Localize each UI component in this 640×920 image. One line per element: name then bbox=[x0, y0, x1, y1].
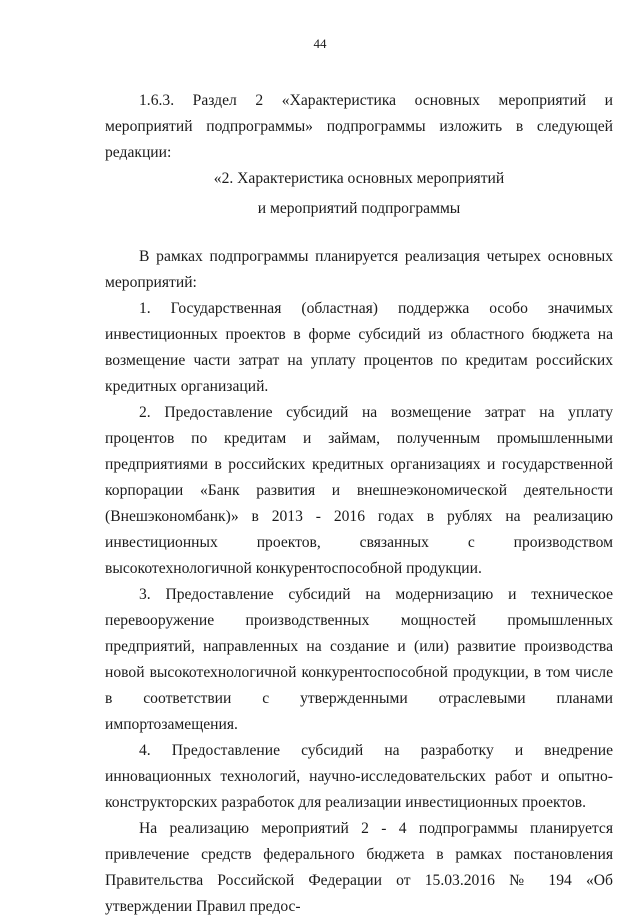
paragraph-item-4: 4. Предоставление субсидий на разработку и внедрение инновационных технологий, научно-исследовательских работ и опытно-конструкторских разработок для реализации инвестиционных проектов. bbox=[105, 742, 613, 811]
intro-block bbox=[105, 88, 613, 166]
page-number: 44 bbox=[313, 36, 327, 51]
section-heading-line-2: и мероприятий подпрограммы bbox=[257, 200, 461, 217]
section-heading bbox=[105, 164, 613, 224]
paragraph-item-1: 1. Государственная (областная) поддержка особо значимых инвестиционных проектов в форме субсидий из областного бюджета на возмещение части затрат на уплату процентов по кредитам российских кредитных организаций. bbox=[105, 300, 613, 395]
paragraph-intro: В рамках подпрограммы планируется реализация четырех основных мероприятий: bbox=[105, 248, 613, 291]
paragraph-item-3: 3. Предоставление субсидий на модернизацию и техническое перевооружение производственных мощностей промышленных предприятий, направленных на создание и (или) развитие производства новой высокотехнологичной конкурентоспособной продукции, в том числе в соответствии с утвержденными отраслевыми планами импортозамещения. bbox=[105, 586, 613, 733]
intro-paragraph: 1.6.3. Раздел 2 «Характеристика основных мероприятий и мероприятий подпрограммы» подпрограммы изложить в следующей редакции: bbox=[105, 92, 613, 161]
paragraph-funding: На реализацию мероприятий 2 - 4 подпрограммы планируется привлечение средств федерального бюджета в рамках постановления Правительства Российской Федерации от 15.03.2016 № 194 «Об утверждении Правил предос- bbox=[105, 820, 613, 915]
section-body bbox=[105, 244, 613, 920]
paragraph-item-2: 2. Предоставление субсидий на возмещение затрат на уплату процентов по кредитам и займам, полученным промышленными предприятиями в российских кредитных организациях и государственной корпорации «Банк развития и внешнеэкономической деятельности (Внешэкономбанк)» в 2013 - 2016 годах в рублях на реализацию инвестиционных проектов, связанных с производством высокотехнологичной конкурентоспособной продукции. bbox=[105, 404, 613, 577]
section-heading-line-1: «2. Характеристика основных мероприятий bbox=[213, 170, 505, 187]
